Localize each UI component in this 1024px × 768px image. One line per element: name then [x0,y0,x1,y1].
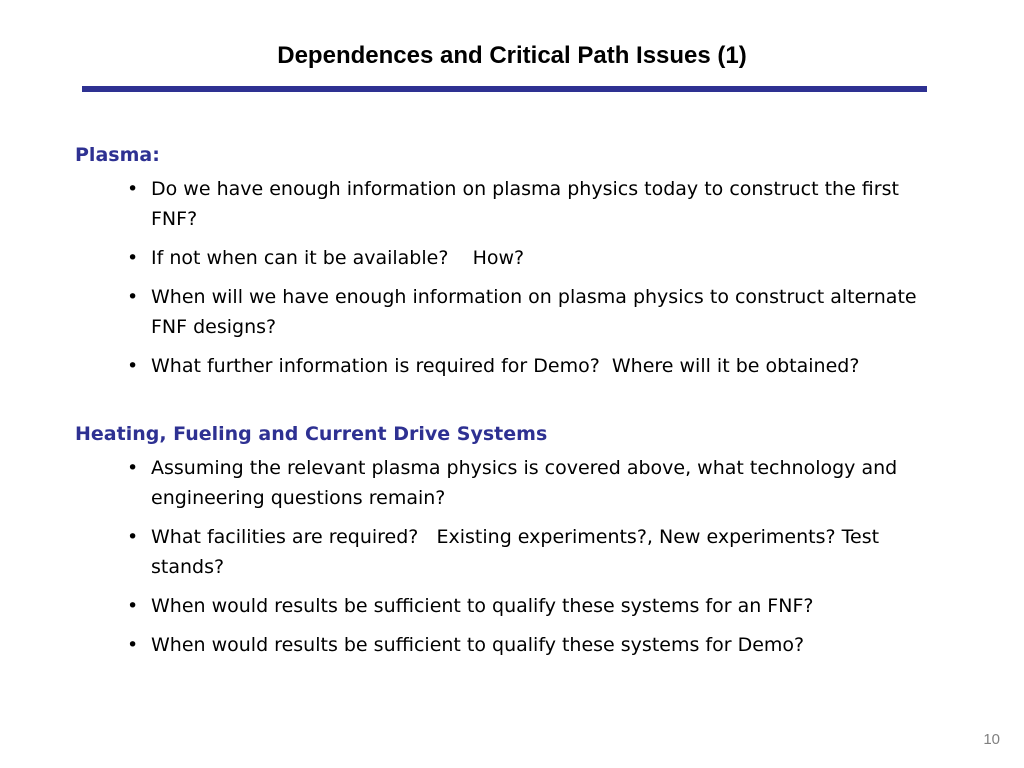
slide-title: Dependences and Critical Path Issues (1) [277,42,747,69]
bullet-list-heating [75,453,935,660]
section-heading-heating: Heating, Fueling and Current Drive Systems [75,423,548,445]
bullet-item [127,243,935,273]
bullet-text: Do we have enough information on plasma physics today to construct the first FNF? [151,178,899,230]
bullet-item [127,351,935,381]
bullet-text: When would results be sufficient to qualify these systems for an FNF? [151,595,814,617]
bullet-icon: • [127,595,139,617]
slide-body [75,140,935,669]
bullet-text: If not when can it be available? How? [151,247,525,269]
bullet-text: What further information is required for Demo? Where will it be obtained? [151,355,860,377]
page-number: 10 [983,731,1000,748]
bullet-icon: • [127,355,139,377]
bullet-item [127,282,935,342]
bullet-icon: • [127,286,139,308]
bullet-icon: • [127,178,139,200]
bullet-list-plasma [75,174,935,381]
bullet-text: When would results be sufficient to qualify these systems for Demo? [151,634,805,656]
bullet-item [127,174,935,234]
bullet-icon: • [127,634,139,656]
title-underline [82,86,927,92]
bullet-item [127,630,935,660]
bullet-icon: • [127,247,139,269]
bullet-icon: • [127,526,139,548]
bullet-item [127,522,935,582]
bullet-text: When will we have enough information on plasma physics to construct alternate FNF designs? [151,286,917,338]
bullet-text: Assuming the relevant plasma physics is covered above, what technology and engineering questions remain? [151,457,898,509]
bullet-icon: • [127,457,139,479]
bullet-item [127,591,935,621]
bullet-text: What facilities are required? Existing experiments?, New experiments? Test stands? [151,526,886,578]
bullet-item [127,453,935,513]
section-heading-plasma: Plasma: [75,144,160,166]
